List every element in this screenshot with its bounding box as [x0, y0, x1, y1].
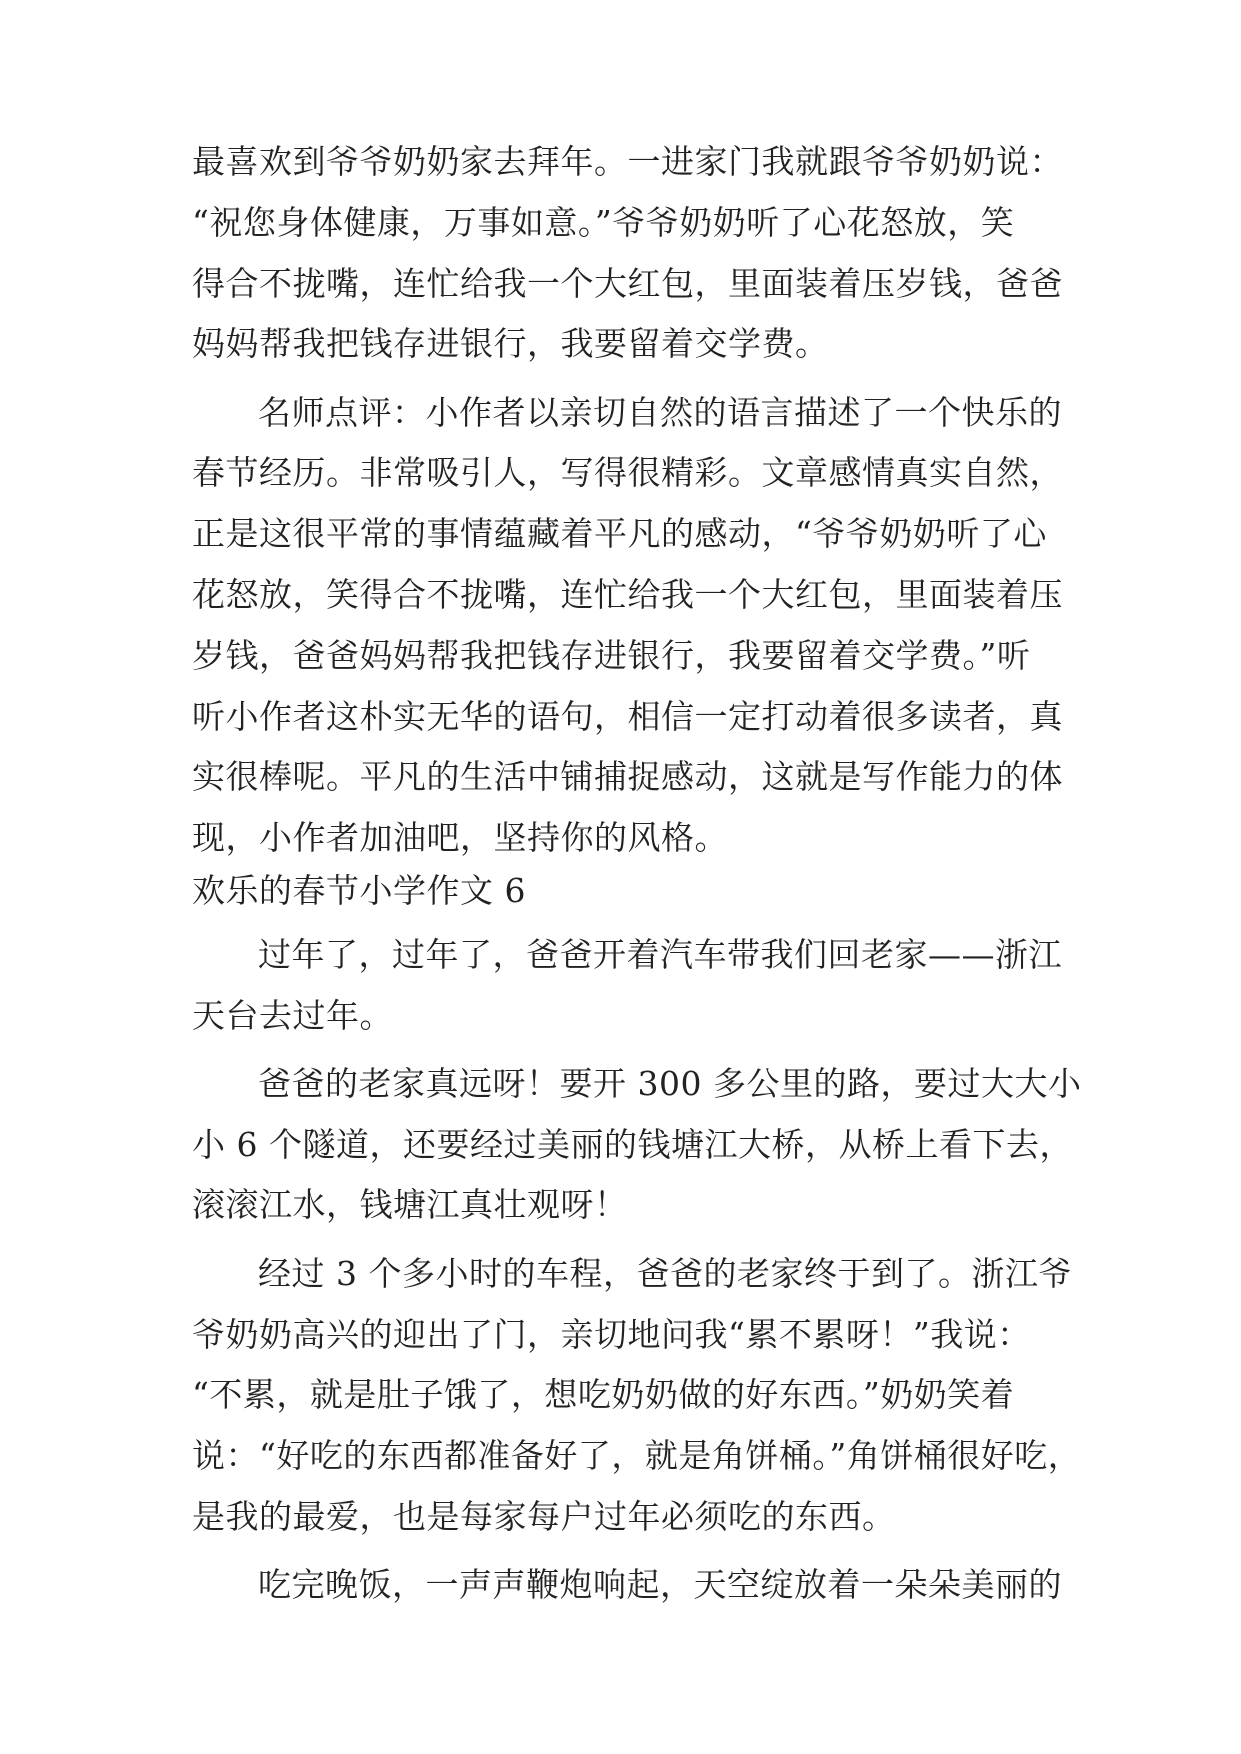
text-line-8: 花怒放，笑得合不拢嘴，连忙给我一个大红包，里面装着压 — [192, 575, 1063, 614]
text-line-20: 爷奶奶高兴的迎出了门，亲切地问我“累不累呀！”我说： — [192, 1315, 1031, 1354]
text-line-2: “祝您身体健康，万事如意。”爷爷奶奶听了心花怒放，笑 — [192, 203, 1015, 242]
text-line-11: 实很棒呢。平凡的生活中铺捕捉感动，这就是写作能力的体 — [192, 757, 1063, 796]
section-heading: 欢乐的春节小学作文 6 — [192, 871, 526, 910]
text-line-5: 名师点评：小作者以亲切自然的语言描述了一个快乐的 — [258, 393, 1062, 432]
text-line-19: 经过 3 个多小时的车程，爸爸的老家终于到了。浙江爷 — [258, 1254, 1072, 1293]
text-line-10: 听小作者这朴实无华的语句，相信一定打动着很多读者，真 — [192, 697, 1063, 736]
text-line-4: 妈妈帮我把钱存进银行，我要留着交学费。 — [192, 324, 829, 363]
text-line-3: 得合不拢嘴，连忙给我一个大红包，里面装着压岁钱，爸爸 — [192, 264, 1063, 303]
text-line-18: 滚滚江水，钱塘江真壮观呀！ — [192, 1185, 628, 1224]
text-line-22: 说：“好吃的东西都准备好了，就是角饼桶。”角饼桶很好吃， — [192, 1436, 1082, 1475]
text-line-23: 是我的最爱，也是每家每户过年必须吃的东西。 — [192, 1497, 896, 1536]
text-line-21: “不累，就是肚子饿了，想吃奶奶做的好东西。”奶奶笑着 — [192, 1375, 1015, 1414]
text-line-15: 天台去过年。 — [192, 996, 393, 1035]
text-line-6: 春节经历。非常吸引人，写得很精彩。文章感情真实自然， — [192, 453, 1063, 492]
text-line-17: 小 6 个隧道，还要经过美丽的钱塘江大桥，从桥上看下去， — [192, 1125, 1073, 1164]
text-line-7: 正是这很平常的事情蕴藏着平凡的感动，“爷爷奶奶听了心 — [192, 514, 1047, 553]
text-line-14: 过年了，过年了，爸爸开着汽车带我们回老家——浙江 — [258, 935, 1062, 974]
text-line-16: 爸爸的老家真远呀！要开 300 多公里的路，要过大大小 — [258, 1064, 1082, 1103]
text-line-1: 最喜欢到爷爷奶奶家去拜年。一进家门我就跟爷爷奶奶说： — [192, 142, 1063, 181]
text-line-9: 岁钱，爸爸妈妈帮我把钱存进银行，我要留着交学费。”听 — [192, 636, 1031, 675]
text-line-12: 现，小作者加油吧，坚持你的风格。 — [192, 818, 728, 857]
text-line-24: 吃完晚饭，一声声鞭炮响起，天空绽放着一朵朵美丽的 — [258, 1565, 1062, 1604]
